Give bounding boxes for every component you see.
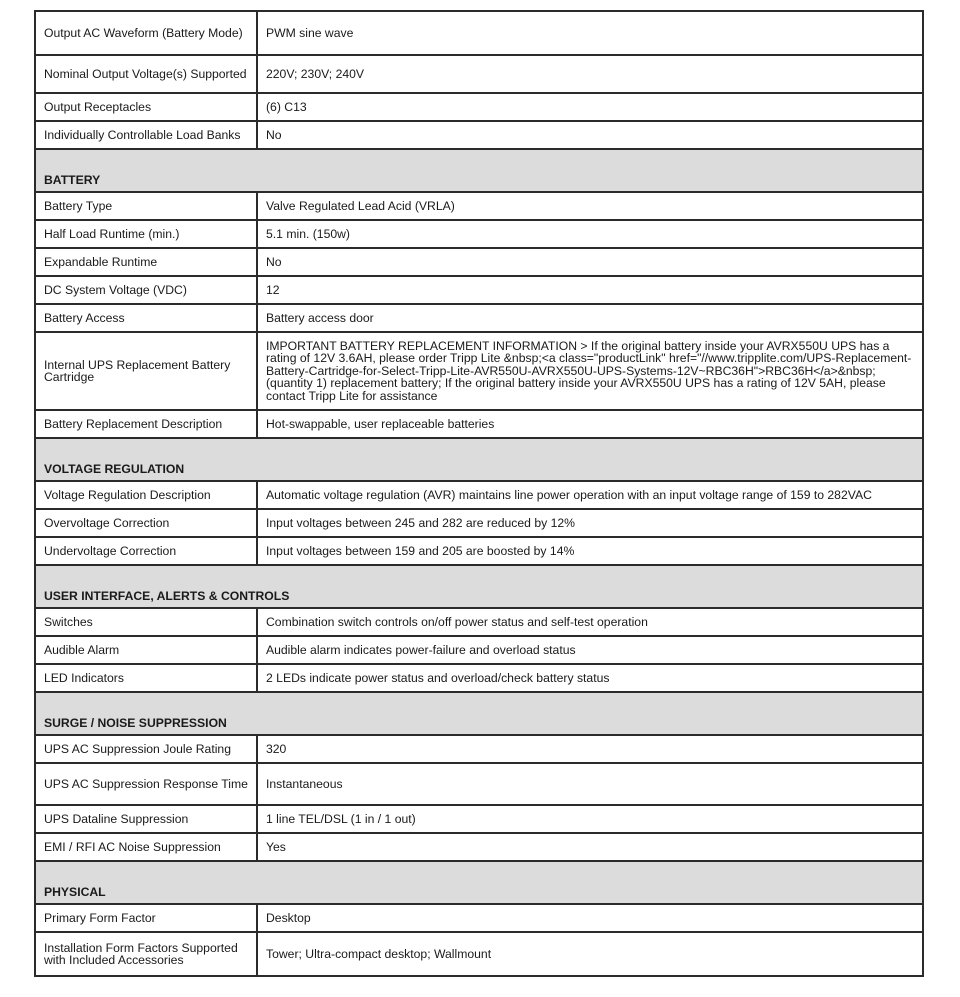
spec-label: Overvoltage Correction	[35, 509, 257, 537]
section-title: BATTERY	[35, 149, 923, 192]
spec-label: Installation Form Factors Supported with Included Accessories	[35, 932, 257, 976]
section-header	[35, 861, 923, 904]
section-title: VOLTAGE REGULATION	[35, 438, 923, 481]
spec-value: Combination switch controls on/off power status and self-test operation	[257, 608, 923, 636]
spec-row	[35, 55, 923, 93]
spec-row	[35, 192, 923, 220]
spec-row	[35, 735, 923, 763]
spec-value: 1 line TEL/DSL (1 in / 1 out)	[257, 805, 923, 833]
section-header	[35, 565, 923, 608]
spec-value: No	[257, 121, 923, 149]
spec-row	[35, 11, 923, 55]
spec-value: Input voltages between 159 and 205 are boosted by 14%	[257, 537, 923, 565]
spec-row	[35, 932, 923, 976]
spec-value: Input voltages between 245 and 282 are reduced by 12%	[257, 509, 923, 537]
spec-value: Hot-swappable, user replaceable batteries	[257, 410, 923, 438]
section-header	[35, 438, 923, 481]
section-title: USER INTERFACE, ALERTS & CONTROLS	[35, 565, 923, 608]
spec-value: Tower; Ultra-compact desktop; Wallmount	[257, 932, 923, 976]
spec-value: Yes	[257, 833, 923, 861]
spec-label: Internal UPS Replacement Battery Cartridge	[35, 332, 257, 410]
spec-value: Desktop	[257, 904, 923, 932]
spec-value: Automatic voltage regulation (AVR) maintains line power operation with an input voltage range of 159 to 282VAC	[257, 481, 923, 509]
spec-value: 2 LEDs indicate power status and overload/check battery status	[257, 664, 923, 692]
spec-row	[35, 509, 923, 537]
spec-row	[35, 332, 923, 410]
spec-value: IMPORTANT BATTERY REPLACEMENT INFORMATION > If the original battery inside your AVRX550U UPS has a rating of 12V 3.6AH, please order Tripp Lite &nbsp;<a class="productLink" href="//www.tripplite.com/UPS-Replacement-Battery-Cartridge-for-Select-Tripp-Lite-AVR550U-AVRX550U-UPS-Systems-12V~RBC36H">RBC36H</a>&nbsp; (quantity 1) replacement battery; If the original battery inside your AVRX550U UPS has a rating of 12V 5AH, please contact Tripp Lite for assistance	[257, 332, 923, 410]
spec-value: PWM sine wave	[257, 11, 923, 55]
spec-value: Battery access door	[257, 304, 923, 332]
spec-label: Voltage Regulation Description	[35, 481, 257, 509]
spec-row	[35, 121, 923, 149]
spec-value: Audible alarm indicates power-failure and overload status	[257, 636, 923, 664]
section-title: PHYSICAL	[35, 861, 923, 904]
spec-value: 12	[257, 276, 923, 304]
spec-value: 5.1 min. (150w)	[257, 220, 923, 248]
spec-row	[35, 763, 923, 805]
spec-row	[35, 608, 923, 636]
spec-row	[35, 537, 923, 565]
spec-value: Valve Regulated Lead Acid (VRLA)	[257, 192, 923, 220]
section-header	[35, 149, 923, 192]
spec-row	[35, 93, 923, 121]
spec-label: LED Indicators	[35, 664, 257, 692]
spec-label: Half Load Runtime (min.)	[35, 220, 257, 248]
spec-label: Undervoltage Correction	[35, 537, 257, 565]
spec-value: (6) C13	[257, 93, 923, 121]
spec-row	[35, 276, 923, 304]
spec-label: Battery Type	[35, 192, 257, 220]
spec-label: EMI / RFI AC Noise Suppression	[35, 833, 257, 861]
spec-value: Instantaneous	[257, 763, 923, 805]
spec-row	[35, 805, 923, 833]
spec-label: UPS Dataline Suppression	[35, 805, 257, 833]
spec-label: DC System Voltage (VDC)	[35, 276, 257, 304]
spec-label: Switches	[35, 608, 257, 636]
spec-row	[35, 636, 923, 664]
spec-value: 320	[257, 735, 923, 763]
spec-row	[35, 664, 923, 692]
spec-label: Nominal Output Voltage(s) Supported	[35, 55, 257, 93]
spec-label: Battery Access	[35, 304, 257, 332]
spec-value: 220V; 230V; 240V	[257, 55, 923, 93]
spec-label: Primary Form Factor	[35, 904, 257, 932]
spec-row	[35, 248, 923, 276]
spec-row	[35, 304, 923, 332]
spec-table-body	[35, 11, 923, 976]
spec-label: Expandable Runtime	[35, 248, 257, 276]
spec-row	[35, 481, 923, 509]
spec-row	[35, 833, 923, 861]
section-title: SURGE / NOISE SUPPRESSION	[35, 692, 923, 735]
spec-label: Output AC Waveform (Battery Mode)	[35, 11, 257, 55]
spec-row	[35, 220, 923, 248]
spec-label: Audible Alarm	[35, 636, 257, 664]
section-header	[35, 692, 923, 735]
spec-label: UPS AC Suppression Joule Rating	[35, 735, 257, 763]
spec-label: Battery Replacement Description	[35, 410, 257, 438]
spec-table	[34, 10, 924, 977]
spec-value: No	[257, 248, 923, 276]
spec-row	[35, 410, 923, 438]
spec-label: Output Receptacles	[35, 93, 257, 121]
spec-label: UPS AC Suppression Response Time	[35, 763, 257, 805]
spec-label: Individually Controllable Load Banks	[35, 121, 257, 149]
spec-row	[35, 904, 923, 932]
